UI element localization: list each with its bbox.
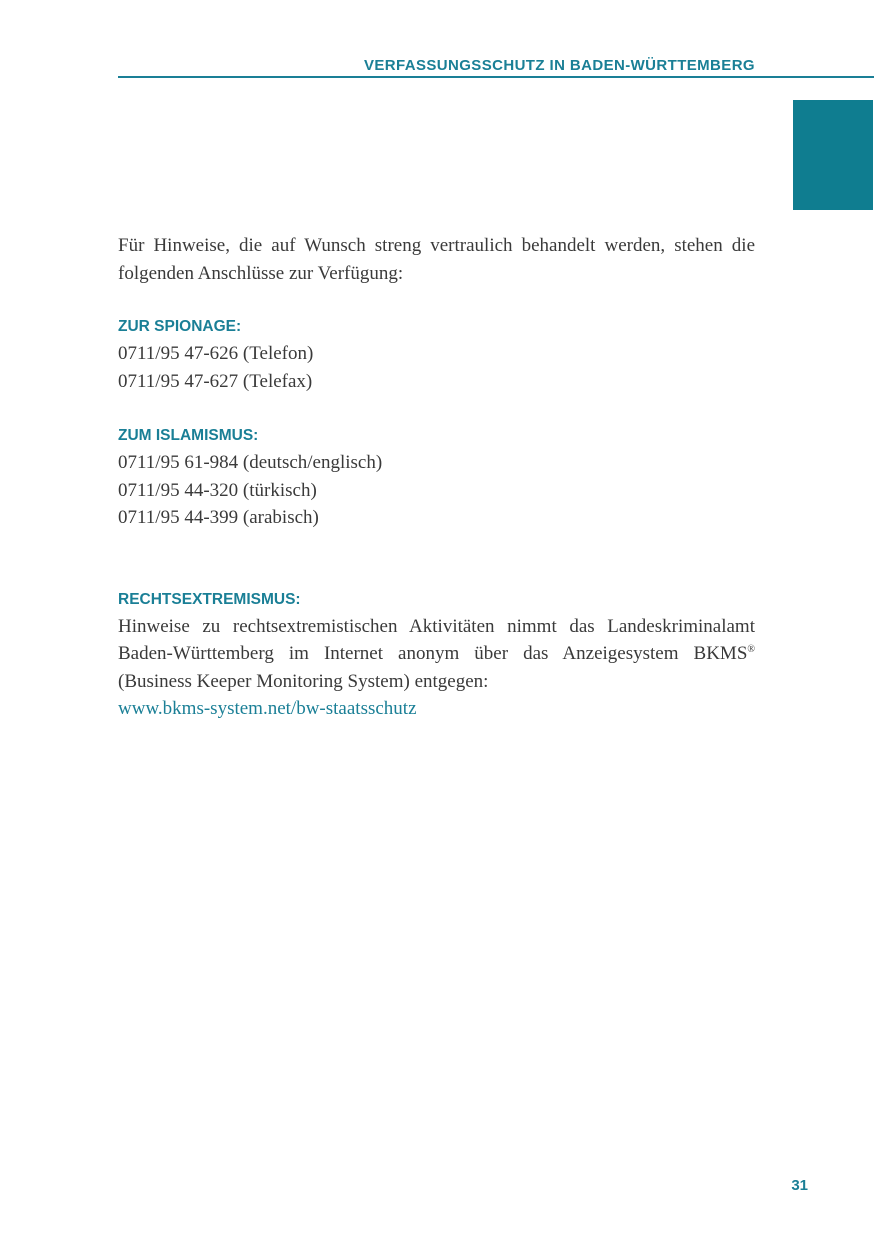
registered-mark: ® xyxy=(747,644,755,655)
phone-line: 0711/95 61-984 (deutsch/englisch) xyxy=(118,452,383,473)
rechtsextremismus-paragraph xyxy=(118,613,755,696)
fax-line: 0711/95 47-627 (Telefax) xyxy=(118,370,313,392)
intro-paragraph: Für Hinweise, die auf Wunsch streng vertraulich behandelt werden, stehen die folgenden Anschlüsse zur Verfügung: xyxy=(118,235,755,284)
section-heading-islamismus: ZUM ISLAMISMUS: xyxy=(118,427,259,444)
chapter-tab-marker xyxy=(793,100,873,210)
section-islamismus xyxy=(118,422,755,532)
section-heading-rechtsextremismus: RECHTSEXTREMISMUS: xyxy=(118,590,301,608)
phone-line: 0711/95 44-320 (türkisch) xyxy=(118,479,317,501)
page-number: 31 xyxy=(791,1177,808,1194)
main-content xyxy=(118,232,755,723)
running-header-title: VERFASSUNGSSCHUTZ IN BADEN-WÜRTTEMBERG xyxy=(363,57,755,74)
paragraph-text: Hinweise zu rechtsextremistischen Aktivitäten nimmt das Landeskriminalamt Baden-Württemberg im Internet anonym über das Anzeigesystem BKMS xyxy=(118,615,755,664)
section-heading-spionage: ZUR SPIONAGE: xyxy=(118,318,242,335)
bkms-link[interactable]: www.bkms-system.net/bw-staatsschutz xyxy=(118,698,417,719)
paragraph-text-continued: (Business Keeper Monitoring System) entgegen: xyxy=(118,670,489,692)
section-spionage xyxy=(118,313,755,395)
section-rechtsextremismus xyxy=(118,586,755,723)
header-rule xyxy=(118,76,874,78)
phone-line: 0711/95 47-626 (Telefon) xyxy=(118,343,314,364)
phone-line: 0711/95 44-399 (arabisch) xyxy=(118,507,319,528)
